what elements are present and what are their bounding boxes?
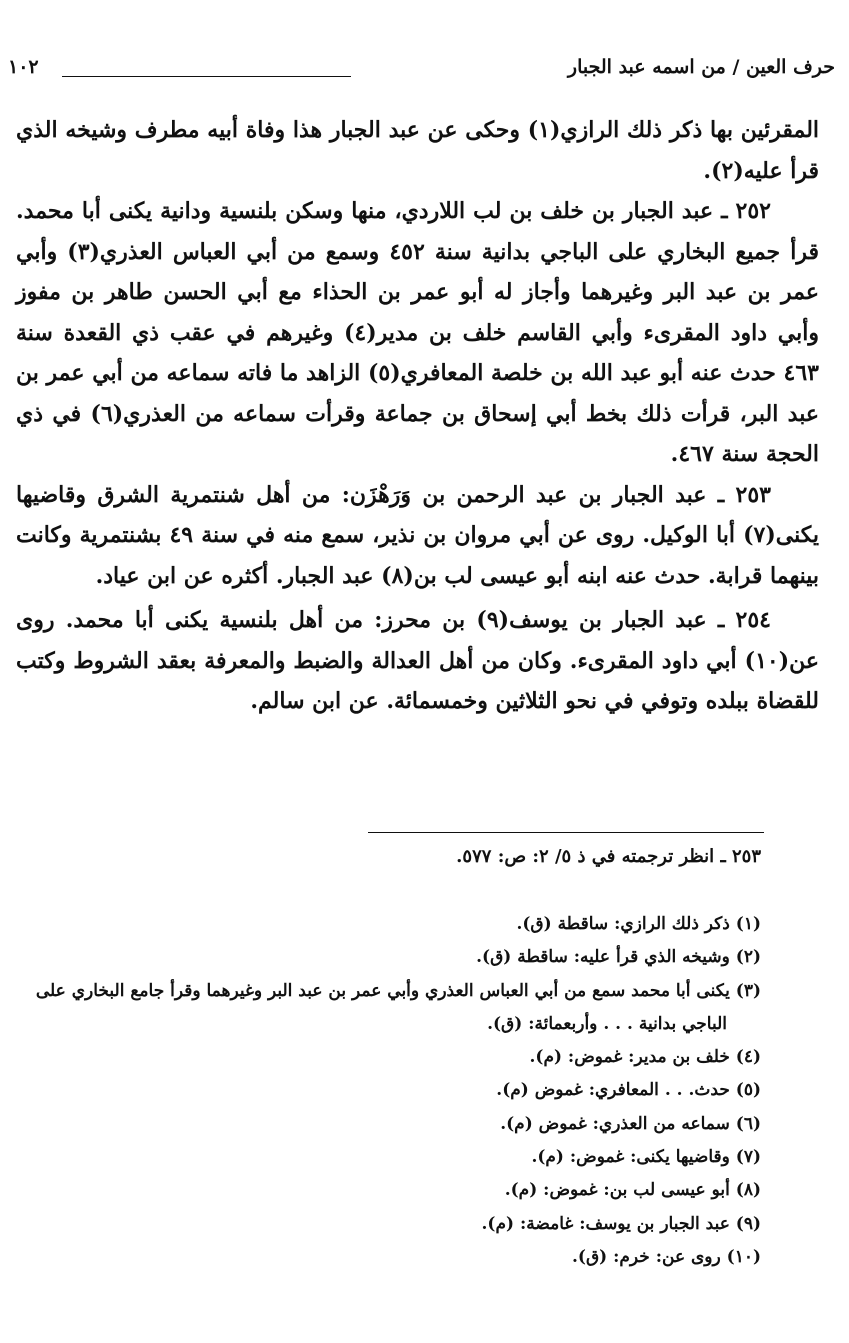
footnote-9: (٩) عبد الجبار بن يوسف: غامضة: (م). xyxy=(481,1213,761,1234)
page-number: ١٠٢ xyxy=(8,56,39,78)
entry-252: ٢٥٢ ـ عبد الجبار بن خلف بن لب اللاردي، منها وسكن بلنسية ودانية يكنى أبا محمد. قرأ جميع البخاري على الباجي بدانية سنة ٤٥٢ وسمع من أبي العباس العذري(٣) وأبي عمر بن عبد البر وغيرهما وأجاز له أبو عمر بن الحذاء مع أبي الحسن طاهر بن مفوز وأبي داود المقرىء وأبي القاسم خلف بن مدير(٤) وغيرهم في عقب ذي القعدة سنة ٤٦٣ حدث عنه أبو عبد الله بن خلصة المعافري(٥) الزاهد ما فاته سماعه من أبي عمر بن عبد البر، قرأت ذلك بخط أبي إسحاق بن جماعة وقرأت سماعه من العذري(٦) في ذي الحجة سنة ٤٦٧. xyxy=(16,198,819,467)
entry-253: ٢٥٣ ـ عبد الجبار بن عبد الرحمن بن وَرَهْزَن: من أهل شنتمرية الشرق وقاضيها يكنى(٧) أبا الوكيل. روى عن أبي مروان بن نذير، سمع منه في سنة ٤٩ بشنتمرية وكانت بينهما قرابة. حدث عنه ابنه أبو عيسى لب بن(٨) عبد الجبار. أكثره عن ابن عياد. xyxy=(16,481,819,589)
footnote-separator xyxy=(368,832,764,833)
footnote-4: (٤) خلف بن مدير: غموض: (م). xyxy=(529,1047,761,1068)
footnote-3-continued: الباجي بدانية . . . وأربعمائة: (ق). xyxy=(487,1013,727,1034)
footnote-1: (١) ذكر ذلك الرازي: ساقطة (ق). xyxy=(516,914,761,934)
footnote-2: (٢) وشيخه الذي قرأ عليه: ساقطة (ق). xyxy=(476,947,761,968)
running-header xyxy=(8,56,835,90)
footnote-3: (٣) يكنى أبا محمد سمع من أبي العباس العذري وأبي عمر بن عبد البر وغيرهما وقرأ جامع البخاري على xyxy=(35,980,761,1001)
main-text xyxy=(16,110,819,722)
paragraph-intro: المقرئين بها ذكر ذلك الرازي(١) وحكى عن عبد الجبار هذا وفاة أبيه مطرف وشيخه الذي قرأ عليه(٢). xyxy=(16,117,820,184)
header-rule xyxy=(62,76,351,77)
footnote-8: (٨) أبو عيسى لب بن: غموض: (م). xyxy=(504,1180,761,1201)
footnote-5: (٥) حدث. . . المعافري: غموض (م). xyxy=(496,1080,761,1101)
footnote-6: (٦) سماعه من العذري: غموض (م). xyxy=(500,1113,761,1134)
footnote-10: (١٠) روى عن: خرم: (ق). xyxy=(572,1246,761,1267)
footnotes-list xyxy=(8,908,761,1274)
running-title: حرف العين / من اسمه عبد الجبار xyxy=(567,56,835,78)
source-note: ٢٥٣ ـ انظر ترجمته في ذ ٥/ ٢: ص: ٥٧٧. xyxy=(456,846,761,867)
entry-254: ٢٥٤ ـ عبد الجبار بن يوسف(٩) بن محرز: من أهل بلنسية يكنى أبا محمد. روى عن(١٠) أبي داود المقرىء. وكان من أهل العدالة والضبط والمعرفة بعقد الشروط وكتب للقضاة ببلده وتوفي في نحو الثلاثين وخمسمائة. عن ابن سالم. xyxy=(16,607,819,714)
footnote-7: (٧) وقاضيها يكنى: غموض: (م). xyxy=(531,1147,761,1168)
